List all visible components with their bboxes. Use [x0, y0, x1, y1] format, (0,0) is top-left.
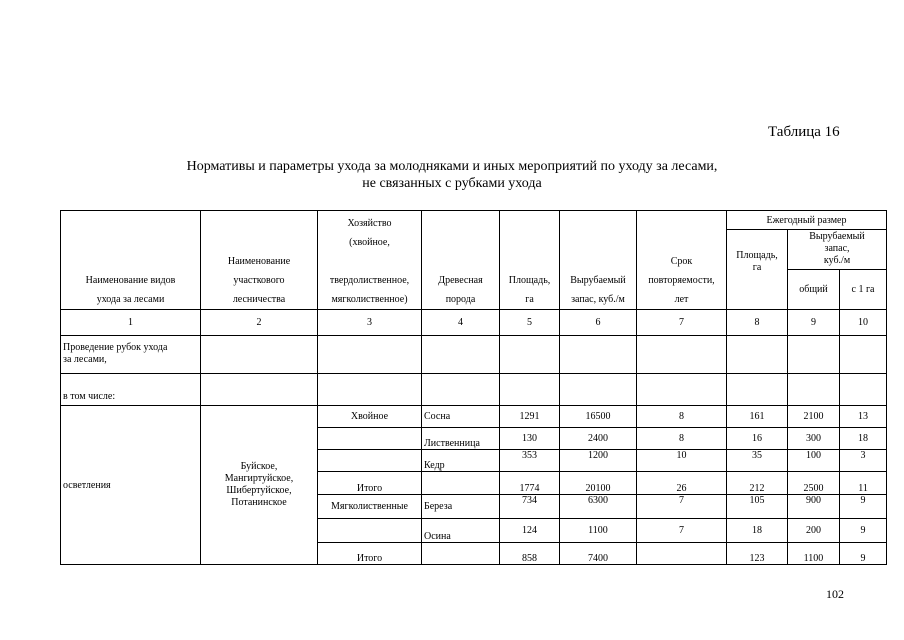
col-number: 8	[727, 309, 788, 335]
per-ha-cell: 9	[840, 518, 887, 542]
species-cell: Лиственница	[422, 428, 500, 450]
per-ha-cell: 13	[840, 406, 887, 428]
annual-total-cell: 900	[788, 494, 840, 518]
table-row	[61, 335, 887, 373]
area-cell: 124	[500, 518, 560, 542]
header-annual-area: Площадь, га	[727, 230, 788, 309]
row-label-including: в том числе:	[61, 373, 201, 405]
col-number: 7	[637, 309, 727, 335]
volume-cell: 2400	[560, 428, 637, 450]
period-cell: 7	[637, 518, 727, 542]
col-number: 9	[788, 309, 840, 335]
header-management: Хозяйство (хвойное, твердолиственное, мягколиственное)	[318, 211, 422, 310]
period-cell: 26	[637, 472, 727, 494]
annual-area-cell: 35	[727, 450, 788, 472]
annual-area-cell: 105	[727, 494, 788, 518]
annual-total-cell: 1100	[788, 542, 840, 564]
volume-cell: 7400	[560, 542, 637, 564]
header-care-type: Наименование видов ухода за лесами	[61, 211, 201, 310]
volume-cell: 1200	[560, 450, 637, 472]
annual-total-cell: 300	[788, 428, 840, 450]
col-number: 1	[61, 309, 201, 335]
management-coniferous: Хвойное	[318, 406, 422, 428]
col-number: 5	[500, 309, 560, 335]
area-cell: 1291	[500, 406, 560, 428]
period-cell: 8	[637, 406, 727, 428]
table-row	[61, 373, 887, 405]
area-cell: 1774	[500, 472, 560, 494]
per-ha-cell: 11	[840, 472, 887, 494]
per-ha-cell: 18	[840, 428, 887, 450]
header-annual-size: Ежегодный размер	[727, 211, 887, 230]
species-cell	[422, 472, 500, 494]
col-number: 2	[201, 309, 318, 335]
header-volume-total: общий	[788, 270, 840, 309]
column-number-row	[61, 309, 887, 335]
per-ha-cell: 9	[840, 542, 887, 564]
species-cell: Осина	[422, 518, 500, 542]
annual-area-cell: 16	[727, 428, 788, 450]
table-row	[61, 406, 887, 428]
header-volume-per-ha: с 1 га	[840, 270, 887, 309]
annual-total-cell: 200	[788, 518, 840, 542]
period-cell: 7	[637, 494, 727, 518]
annual-area-cell: 212	[727, 472, 788, 494]
period-cell: 10	[637, 450, 727, 472]
annual-total-cell: 2100	[788, 406, 840, 428]
header-period: Срок повторяемости, лет	[637, 211, 727, 310]
species-cell: Береза	[422, 494, 500, 518]
title-line-1: Нормативы и параметры ухода за молодняками и иных мероприятий по уходу за лесами,	[186, 159, 718, 174]
annual-area-cell: 123	[727, 542, 788, 564]
area-cell: 353	[500, 450, 560, 472]
species-cell: Кедр	[422, 450, 500, 472]
title-line-2: не связанных с рубками ухода	[362, 176, 542, 191]
species-cell	[422, 542, 500, 564]
forest-care-table	[60, 210, 887, 565]
annual-area-cell: 18	[727, 518, 788, 542]
area-cell: 734	[500, 494, 560, 518]
annual-total-cell: 100	[788, 450, 840, 472]
species-cell: Сосна	[422, 406, 500, 428]
col-number: 10	[840, 309, 887, 335]
page-number: 102	[826, 587, 844, 601]
header-row	[61, 211, 887, 230]
management-softwood: Мягколиственные	[318, 494, 422, 518]
row-label-felling: Проведение рубок ухода за лесами,	[61, 335, 201, 373]
subtotal-label: Итого	[318, 472, 422, 494]
volume-cell: 20100	[560, 472, 637, 494]
table-label: Таблица 16	[768, 124, 840, 140]
header-species: Древесная порода	[422, 211, 500, 310]
header-area: Площадь, га	[500, 211, 560, 310]
annual-area-cell: 161	[727, 406, 788, 428]
header-volume: Вырубаемый запас, куб./м	[560, 211, 637, 310]
area-cell: 130	[500, 428, 560, 450]
volume-cell: 6300	[560, 494, 637, 518]
volume-cell: 16500	[560, 406, 637, 428]
col-number: 6	[560, 309, 637, 335]
row-label-clearing: осветления	[61, 406, 201, 565]
header-forestry: Наименование участкового лесничества	[201, 211, 318, 310]
col-number: 3	[318, 309, 422, 335]
period-cell	[637, 542, 727, 564]
forestries-cell: Буйское, Мангиртуйское, Шибертуйское, Потанинское	[201, 406, 318, 565]
period-cell: 8	[637, 428, 727, 450]
volume-cell: 1100	[560, 518, 637, 542]
annual-total-cell: 2500	[788, 472, 840, 494]
per-ha-cell: 9	[840, 494, 887, 518]
per-ha-cell: 3	[840, 450, 887, 472]
area-cell: 858	[500, 542, 560, 564]
subtotal-label: Итого	[318, 542, 422, 564]
col-number: 4	[422, 309, 500, 335]
header-annual-volume: Вырубаемый запас, куб./м	[788, 230, 887, 270]
document-title	[60, 158, 844, 192]
